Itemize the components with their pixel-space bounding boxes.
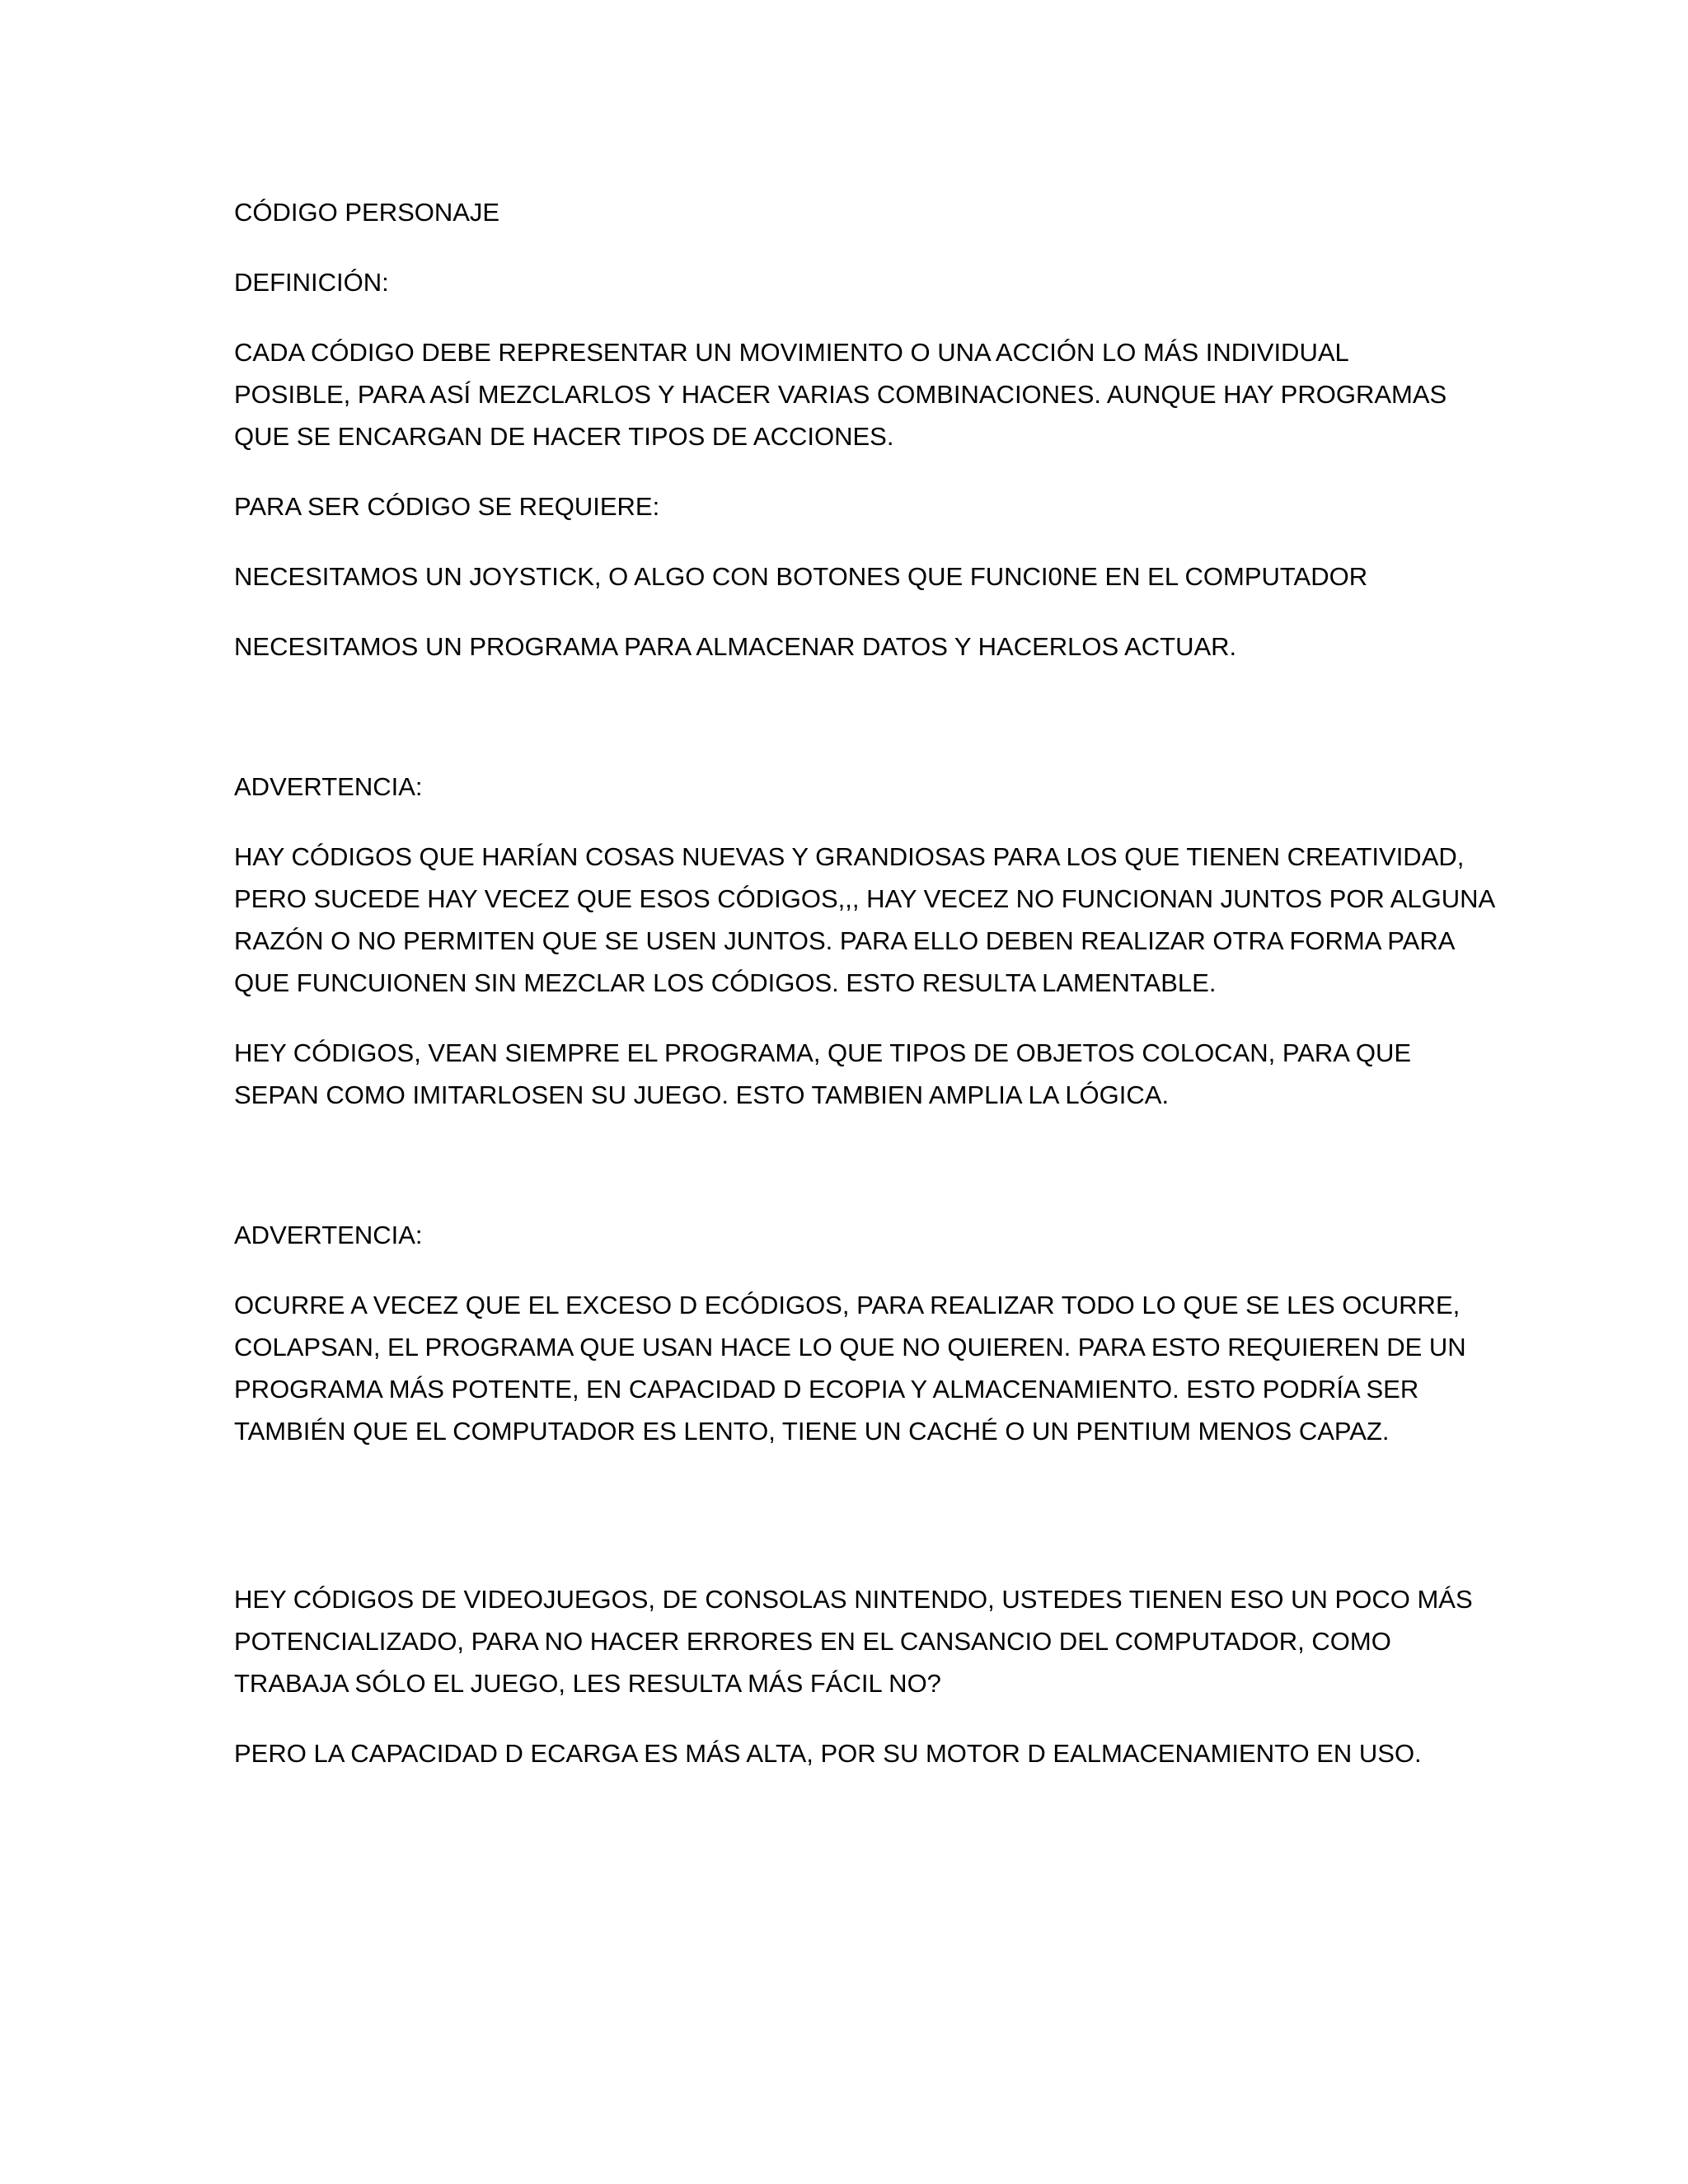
document-body	[234, 191, 1496, 1802]
warning-line: HAY CÓDIGOS QUE HARÍAN COSAS NUEVAS Y GRANDIOSAS PARA LOS QUE TIENEN CREATIVIDAD,	[234, 842, 1465, 871]
warning-1-paragraph	[234, 836, 1496, 1004]
requirement-line: NECESITAMOS UN JOYSTICK, O ALGO CON BOTONES QUE FUNCI0NE EN EL COMPUTADOR	[234, 562, 1368, 591]
warning-heading-line: ADVERTENCIA:	[234, 1221, 423, 1249]
requirement-line: NECESITAMOS UN PROGRAMA PARA ALMACENAR DATOS Y HACERLOS ACTUAR.	[234, 632, 1237, 661]
requirements-heading-line: PARA SER CÓDIGO SE REQUIERE:	[234, 492, 660, 521]
tip-line: TRABAJA SÓLO EL JUEGO, LES RESULTA MÁS FÁCIL NO?	[234, 1669, 941, 1698]
definition-line: QUE SE ENCARGAN DE HACER TIPOS DE ACCIONES.	[234, 422, 894, 451]
tip-1-paragraph	[234, 1032, 1470, 1116]
paragraph-spacer	[234, 1144, 1470, 1214]
warning-line: COLAPSAN, EL PROGRAMA QUE USAN HACE LO QUE NO QUIEREN. PARA ESTO REQUIEREN DE UN	[234, 1333, 1466, 1361]
warning-2-heading	[234, 1214, 1470, 1256]
warning-1-heading	[234, 766, 1470, 808]
warning-heading-line: ADVERTENCIA:	[234, 772, 423, 801]
warning-line: RAZÓN O NO PERMITEN QUE SE USEN JUNTOS. PARA ELLO DEBEN REALIZAR OTRA FORMA PARA	[234, 926, 1456, 955]
warning-line: PROGRAMA MÁS POTENTE, EN CAPACIDAD D ECOPIA Y ALMACENAMIENTO. ESTO PODRÍA SER	[234, 1375, 1419, 1404]
requirement-2	[234, 626, 1470, 668]
document-title	[234, 191, 1470, 233]
closing-paragraph	[234, 1732, 1470, 1774]
paragraph-spacer	[234, 1480, 1470, 1578]
definition-line: POSIBLE, PARA ASÍ MEZCLARLOS Y HACER VARIAS COMBINACIONES. AUNQUE HAY PROGRAMAS	[234, 380, 1447, 409]
definition-paragraph	[234, 331, 1470, 457]
definition-heading	[234, 261, 1470, 303]
requirements-heading	[234, 485, 1470, 527]
warning-line: TAMBIÉN QUE EL COMPUTADOR ES LENTO, TIENE UN CACHÉ O UN PENTIUM MENOS CAPAZ.	[234, 1417, 1390, 1446]
definition-line: CADA CÓDIGO DEBE REPRESENTAR UN MOVIMIENTO O UNA ACCIÓN LO MÁS INDIVIDUAL	[234, 338, 1349, 367]
closing-line: PERO LA CAPACIDAD D ECARGA ES MÁS ALTA, POR SU MOTOR D EALMACENAMIENTO EN USO.	[234, 1739, 1422, 1768]
tip-2-paragraph	[234, 1578, 1473, 1704]
definition-heading-line: DEFINICIÓN:	[234, 268, 389, 297]
tip-line: POTENCIALIZADO, PARA NO HACER ERRORES EN EL CANSANCIO DEL COMPUTADOR, COMO	[234, 1627, 1391, 1656]
warning-line: OCURRE A VECEZ QUE EL EXCESO D ECÓDIGOS, PARA REALIZAR TODO LO QUE SE LES OCURRE,	[234, 1291, 1461, 1319]
warning-2-paragraph	[234, 1284, 1470, 1452]
paragraph-spacer	[234, 696, 1470, 766]
tip-line: HEY CÓDIGOS, VEAN SIEMPRE EL PROGRAMA, QUE TIPOS DE OBJETOS COLOCAN, PARA QUE	[234, 1038, 1412, 1067]
warning-line: QUE FUNCUIONEN SIN MEZCLAR LOS CÓDIGOS. ESTO RESULTA LAMENTABLE.	[234, 968, 1217, 997]
requirement-1	[234, 555, 1470, 598]
title-line: CÓDIGO PERSONAJE	[234, 198, 500, 227]
tip-line: HEY CÓDIGOS DE VIDEOJUEGOS, DE CONSOLAS NINTENDO, USTEDES TIENEN ESO UN POCO MÁS	[234, 1585, 1473, 1614]
tip-line: SEPAN COMO IMITARLOSEN SU JUEGO. ESTO TAMBIEN AMPLIA LA LÓGICA.	[234, 1080, 1170, 1109]
warning-line: PERO SUCEDE HAY VECEZ QUE ESOS CÓDIGOS,,, HAY VECEZ NO FUNCIONAN JUNTOS POR ALGUNA	[234, 884, 1496, 913]
